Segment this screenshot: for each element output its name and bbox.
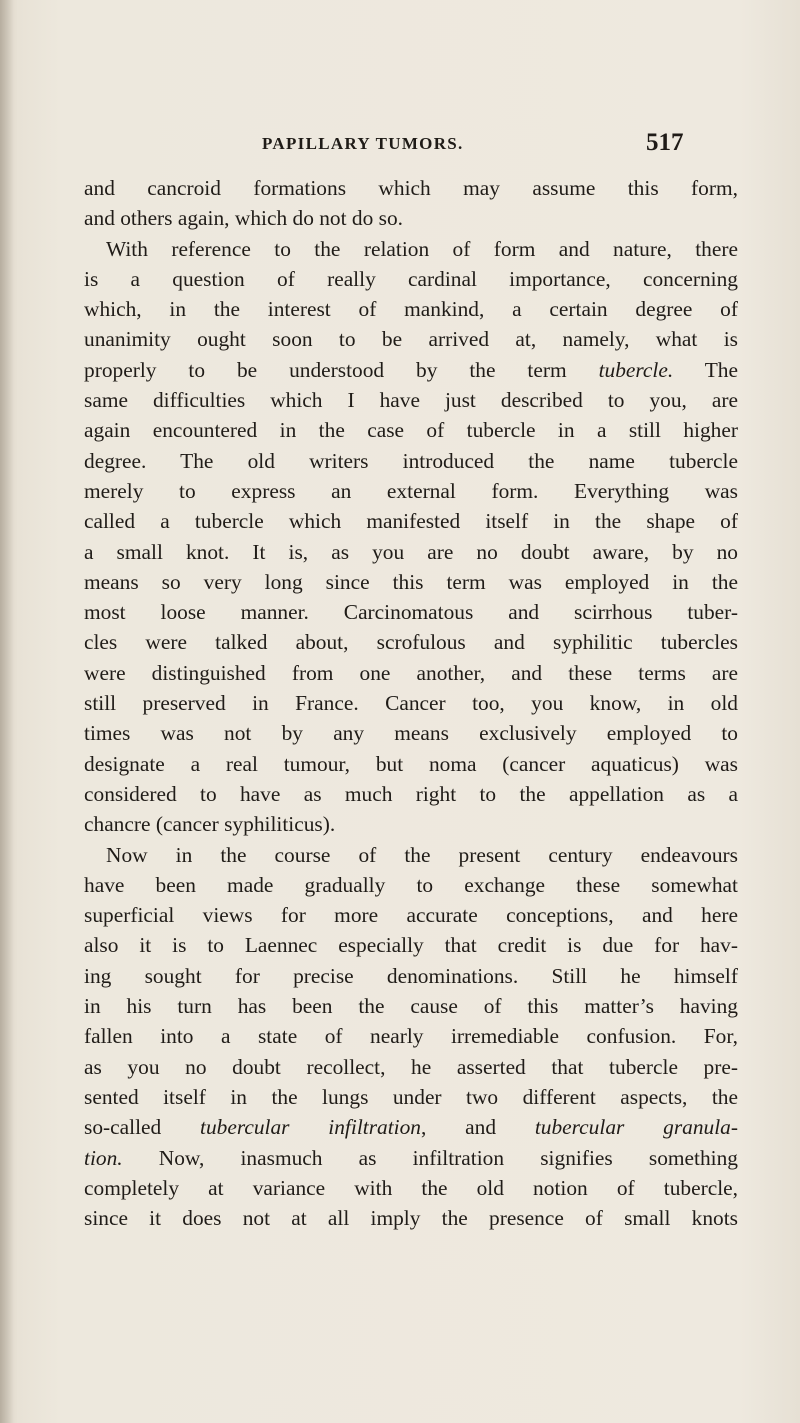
paragraph-start-line: With reference to the relation of form and nature, there bbox=[106, 236, 738, 261]
text-line: have been made gradually to exchange these somewhat bbox=[84, 872, 738, 897]
text-line: were distinguished from one another, and these terms are bbox=[84, 660, 738, 685]
italic-term-tubercular-granulation: tubercular granula- bbox=[534, 1115, 738, 1140]
text-line: since it does not at all imply the presence of small knots bbox=[84, 1206, 738, 1231]
text-line: designate a real tumour, but noma (cancer aquaticus) was bbox=[84, 751, 738, 776]
text-line: fallen into a state of nearly irremediable confusion. For, bbox=[84, 1024, 738, 1049]
running-head: PAPILLARY TUMORS. bbox=[262, 134, 464, 153]
text-line: and cancroid formations which may assume this form, bbox=[84, 176, 738, 200]
italic-term-tubercular-infiltration: tubercular infiltration bbox=[200, 1115, 422, 1140]
paragraph-start-line: Now in the course of the present century endeavours bbox=[106, 842, 738, 867]
text-line: merely to express an external form. Everything was bbox=[84, 478, 738, 503]
text-line: also it is to Laennec especially that credit is due for hav- bbox=[84, 933, 738, 958]
text-line: so-called tubercular infiltration, and tubercular granula- bbox=[84, 1115, 738, 1140]
body-text bbox=[84, 173, 738, 1233]
page-header bbox=[0, 130, 800, 166]
page-number: 517 bbox=[646, 129, 684, 156]
text-line: ing sought for precise denominations. Still he himself bbox=[84, 963, 738, 988]
text-line: same difficulties which I have just described to you, are bbox=[84, 388, 738, 413]
text-line: superficial views for more accurate conceptions, and here bbox=[84, 903, 738, 928]
italic-term-tion: tion. bbox=[84, 1145, 123, 1170]
text-line: times was not by any means exclusively employed to bbox=[84, 721, 738, 746]
text-line: unanimity ought soon to be arrived at, namely, what is bbox=[84, 327, 738, 352]
italic-term-tubercle: tubercle. bbox=[598, 357, 674, 382]
text-line: means so very long since this term was employed in the bbox=[84, 569, 738, 594]
text-line: tion. Now, inasmuch as infiltration signifies something bbox=[84, 1145, 738, 1170]
spine-shadow bbox=[0, 0, 14, 1423]
text-line: which, in the interest of mankind, a certain degree of bbox=[84, 297, 738, 322]
text-line: considered to have as much right to the appellation as a bbox=[84, 781, 738, 806]
text-line: again encountered in the case of tubercle in a still higher bbox=[84, 418, 738, 443]
text-line: a small knot. It is, as you are no doubt aware, by no bbox=[84, 539, 738, 564]
text-line: completely at variance with the old notion of tubercle, bbox=[84, 1175, 738, 1200]
text-line: degree. The old writers introduced the name tubercle bbox=[84, 448, 738, 473]
text-line: properly to be understood by the term tubercle. The bbox=[84, 357, 738, 382]
text-line: is a question of really cardinal importance, concerning bbox=[84, 266, 738, 291]
text-line: cles were talked about, scrofulous and syphilitic tubercles bbox=[84, 630, 738, 655]
text-line: as you no doubt recollect, he asserted that tubercle pre- bbox=[84, 1054, 738, 1079]
text-line: chancre (cancer syphiliticus). bbox=[84, 812, 336, 837]
text-line: most loose manner. Carcinomatous and scirrhous tuber- bbox=[84, 600, 738, 625]
text-line: sented itself in the lungs under two different aspects, the bbox=[84, 1084, 738, 1109]
text-line: and others again, which do not do so. bbox=[84, 206, 404, 231]
text-line: called a tubercle which manifested itself in the shape of bbox=[84, 509, 738, 534]
text-line: in his turn has been the cause of this matter’s having bbox=[84, 994, 738, 1019]
text-line: still preserved in France. Cancer too, you know, in old bbox=[84, 691, 738, 716]
